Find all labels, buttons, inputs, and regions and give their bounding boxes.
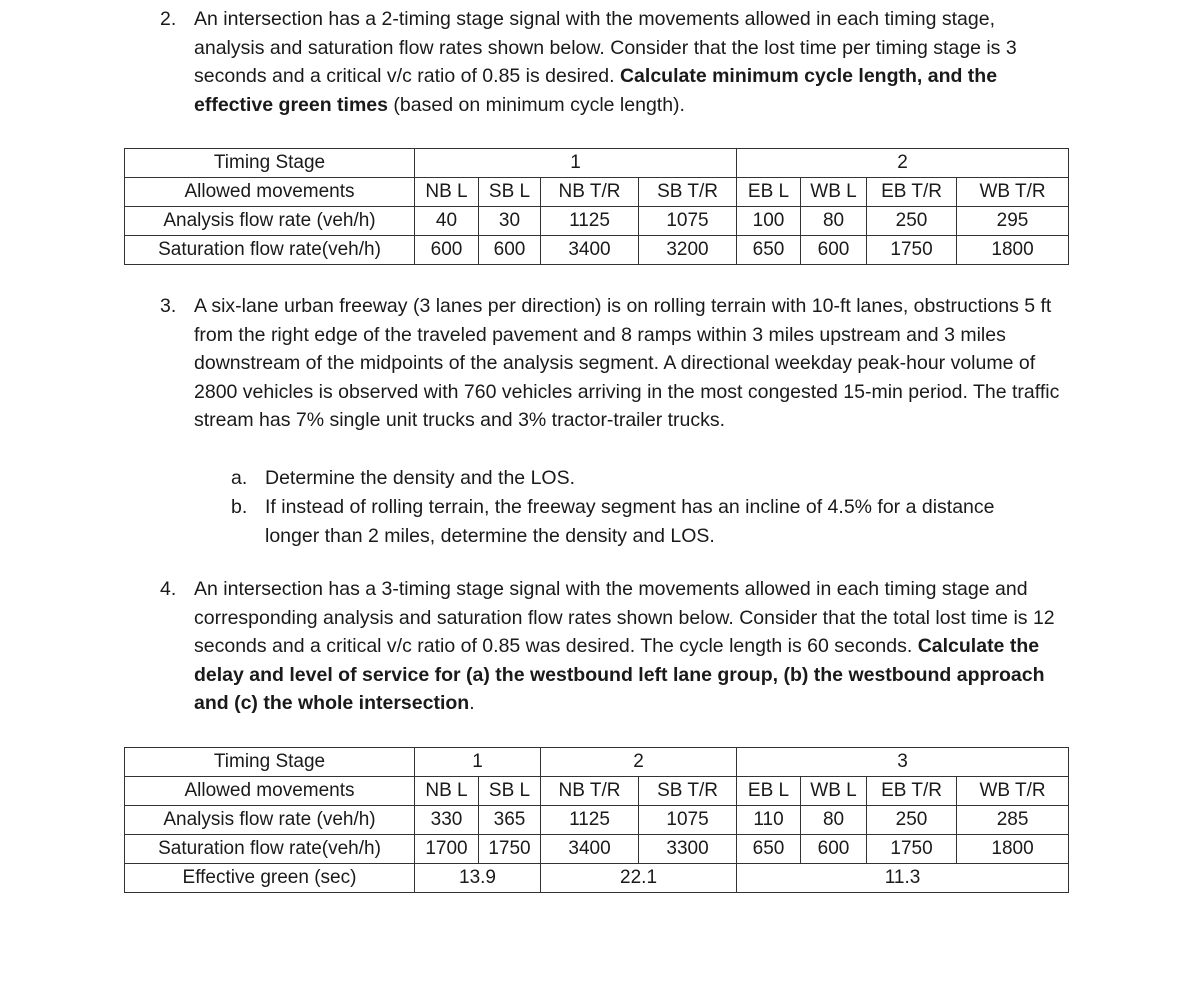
saturation-cell: 1800 <box>957 236 1069 265</box>
flow-cell: 330 <box>415 806 479 835</box>
row-label: Timing Stage <box>125 149 415 178</box>
saturation-cell: 3300 <box>639 835 737 864</box>
saturation-cell: 600 <box>801 236 867 265</box>
effective-green-cell: 13.9 <box>415 864 541 893</box>
flow-cell: 80 <box>801 806 867 835</box>
flow-cell: 1125 <box>541 207 639 236</box>
flow-cell: 295 <box>957 207 1069 236</box>
flow-cell: 1075 <box>639 207 737 236</box>
movement-cell: SB T/R <box>639 178 737 207</box>
movement-cell: EB T/R <box>867 178 957 207</box>
movement-cell: WB L <box>801 777 867 806</box>
flow-cell: 100 <box>737 207 801 236</box>
problem-bold-text: Calculate the delay and level of service for (a) the westbound left lane group, (b) the westbound approach and (c) the whole intersection <box>194 635 1045 715</box>
problem-2-table <box>124 148 1069 265</box>
problem-number: 3. <box>160 295 177 317</box>
problem-text <box>194 5 1060 119</box>
problem-3-part-a <box>231 464 1031 493</box>
saturation-cell: 1750 <box>867 236 957 265</box>
movement-cell: WB T/R <box>957 178 1069 207</box>
movement-cell: NB L <box>415 178 479 207</box>
movement-cell: EB T/R <box>867 777 957 806</box>
flow-cell: 1075 <box>639 806 737 835</box>
saturation-cell: 3400 <box>541 835 639 864</box>
problem-text-part: (based on minimum cycle length). <box>388 93 685 116</box>
movement-cell: WB T/R <box>957 777 1069 806</box>
problem-2 <box>160 5 1060 119</box>
problem-text-part: An intersection has a 3-timing stage signal with the movements allowed in each timing stage and corresponding analysis and saturation flow rates shown below. Consider that the total lost time is 12 seconds and a critical v/c ratio of 0.85 was desired. The cycle length is 60 seconds. <box>194 578 1055 658</box>
movement-cell: NB L <box>415 777 479 806</box>
stage-cell: 2 <box>737 149 1069 178</box>
flow-cell: 30 <box>479 207 541 236</box>
saturation-cell: 650 <box>737 835 801 864</box>
movement-cell: EB L <box>737 178 801 207</box>
saturation-cell: 650 <box>737 236 801 265</box>
saturation-cell: 1700 <box>415 835 479 864</box>
row-label: Analysis flow rate (veh/h) <box>125 806 415 835</box>
stage-cell: 1 <box>415 149 737 178</box>
saturation-cell: 1750 <box>867 835 957 864</box>
row-label: Analysis flow rate (veh/h) <box>125 207 415 236</box>
row-label: Saturation flow rate(veh/h) <box>125 835 415 864</box>
saturation-cell: 3200 <box>639 236 737 265</box>
part-label: a. <box>231 467 248 489</box>
flow-cell: 250 <box>867 806 957 835</box>
movement-cell: SB L <box>479 178 541 207</box>
row-label: Saturation flow rate(veh/h) <box>125 236 415 265</box>
problem-text-part: . <box>469 692 475 715</box>
effective-green-cell: 22.1 <box>541 864 737 893</box>
movement-cell: NB T/R <box>541 178 639 207</box>
saturation-cell: 600 <box>801 835 867 864</box>
movement-cell: SB T/R <box>639 777 737 806</box>
flow-cell: 110 <box>737 806 801 835</box>
problem-bold-text: Calculate minimum cycle length, and the effective green times <box>194 65 998 116</box>
problem-text <box>194 575 1060 718</box>
part-text: If instead of rolling terrain, the freeway segment has an incline of 4.5% for a distance longer than 2 miles, determine the density and LOS. <box>265 496 995 547</box>
stage-cell: 1 <box>415 748 541 777</box>
saturation-cell: 600 <box>479 236 541 265</box>
saturation-cell: 1750 <box>479 835 541 864</box>
flow-cell: 80 <box>801 207 867 236</box>
saturation-cell: 600 <box>415 236 479 265</box>
problem-number: 4. <box>160 578 177 600</box>
flow-cell: 1125 <box>541 806 639 835</box>
effective-green-cell: 11.3 <box>737 864 1069 893</box>
problem-3 <box>160 292 1060 435</box>
problem-number: 2. <box>160 8 177 30</box>
saturation-cell: 3400 <box>541 236 639 265</box>
flow-cell: 40 <box>415 207 479 236</box>
stage-cell: 2 <box>541 748 737 777</box>
problem-4-table <box>124 747 1069 893</box>
row-label: Allowed movements <box>125 777 415 806</box>
row-label: Allowed movements <box>125 178 415 207</box>
flow-cell: 285 <box>957 806 1069 835</box>
movement-cell: WB L <box>801 178 867 207</box>
movement-cell: NB T/R <box>541 777 639 806</box>
problem-text-part: An intersection has a 2-timing stage signal with the movements allowed in each timing stage, analysis and saturation flow rates shown below. Consider that the lost time per timing stage is 3 seconds and a critical v/c ratio of 0.85 is desired. <box>194 8 1017 88</box>
problem-3-part-b <box>231 493 1031 550</box>
part-text: Determine the density and the LOS. <box>265 467 576 489</box>
problem-4 <box>160 575 1060 718</box>
flow-cell: 250 <box>867 207 957 236</box>
row-label: Effective green (sec) <box>125 864 415 893</box>
stage-cell: 3 <box>737 748 1069 777</box>
row-label: Timing Stage <box>125 748 415 777</box>
flow-cell: 365 <box>479 806 541 835</box>
problem-text: A six-lane urban freeway (3 lanes per direction) is on rolling terrain with 10-ft lanes, obstructions 5 ft from the right edge of the traveled pavement and 8 ramps within 3 miles upstream and 3 miles downstream of the midpoints of the analysis segment. A directional weekday peak-hour volume of 2800 vehicles is observed with 760 vehicles arriving in the most congested 15-min period. The traffic stream has 7% single unit trucks and 3% tractor-trailer trucks. <box>194 295 1060 432</box>
movement-cell: EB L <box>737 777 801 806</box>
saturation-cell: 1800 <box>957 835 1069 864</box>
part-label: b. <box>231 496 248 518</box>
movement-cell: SB L <box>479 777 541 806</box>
